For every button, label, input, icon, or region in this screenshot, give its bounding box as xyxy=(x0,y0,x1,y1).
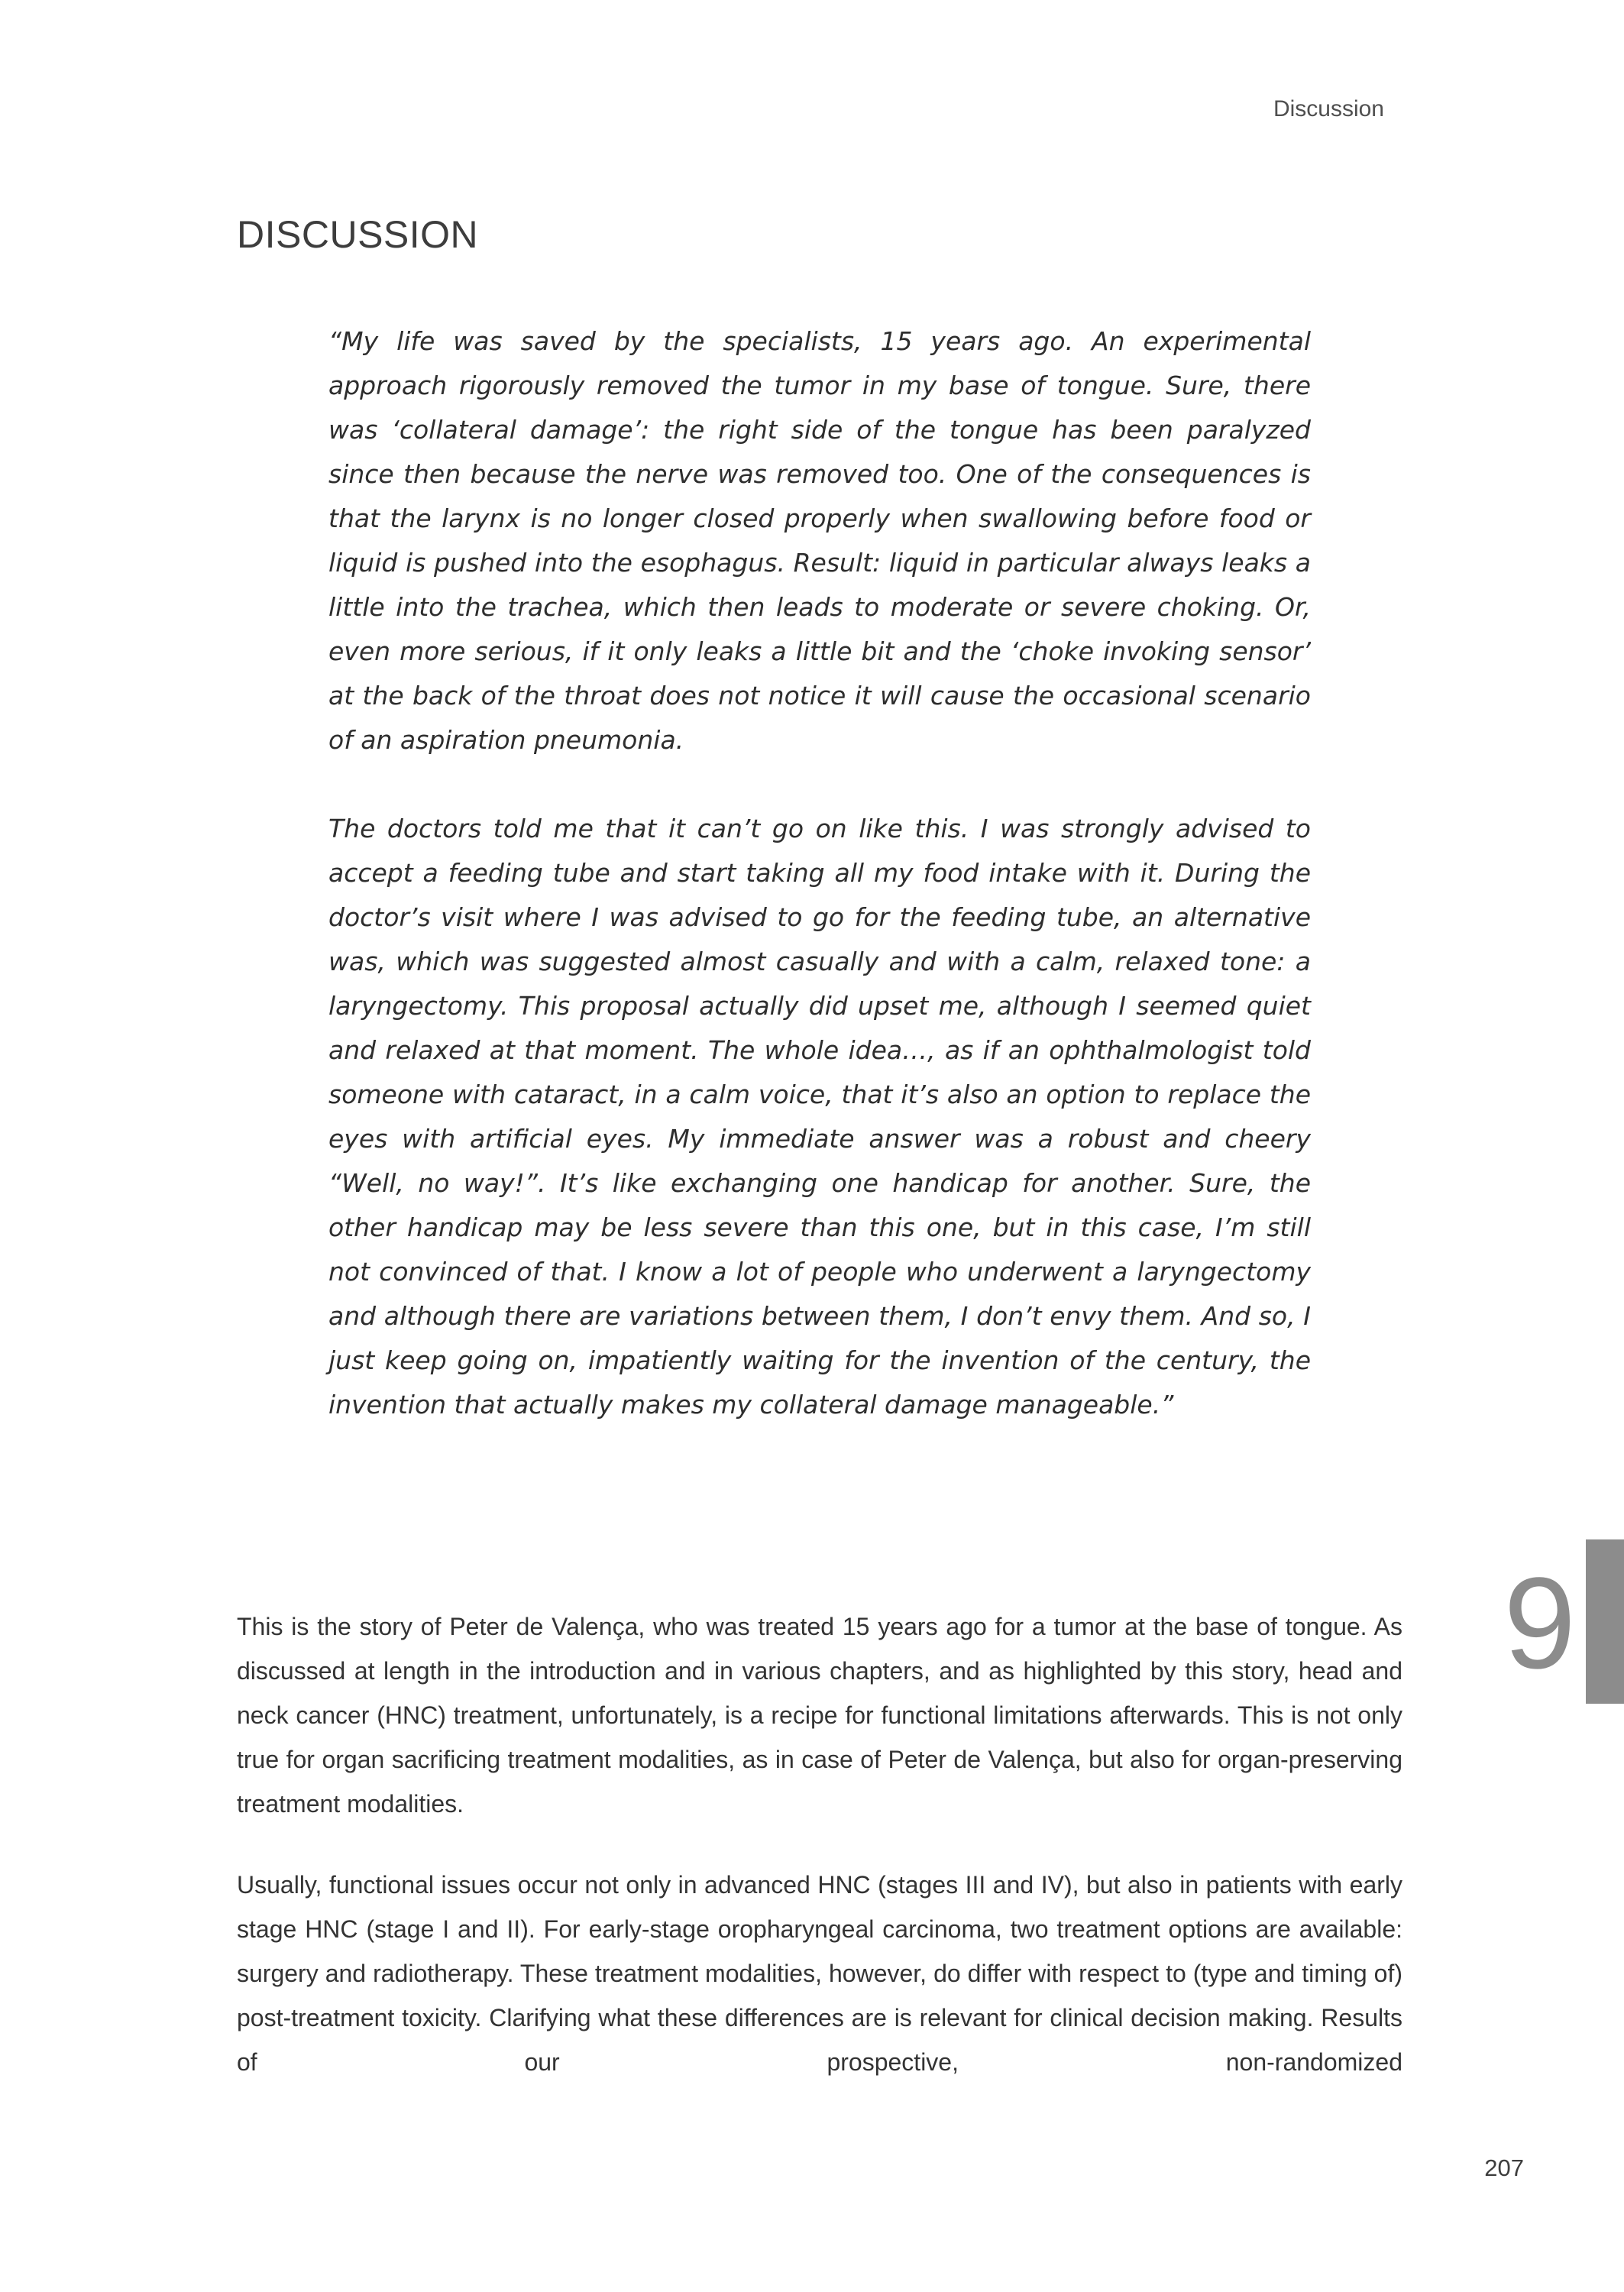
chapter-tab xyxy=(1586,1539,1624,1704)
patient-quote xyxy=(328,319,1311,1427)
body-text xyxy=(237,1604,1402,2121)
page-title: DISCUSSION xyxy=(237,213,479,256)
quote-paragraph-1: “My life was saved by the specialists, 15 years ago. An experimental approach rigorously removed the tumor in my base of tongue. Sure, there was ‘collateral damage’: the right side of the tongue has been paralyzed since then because the nerve was removed too. One of the consequences is that the larynx is no longer closed properly when swallowing before food or liquid is pushed into the esophagus. Result: liquid in particular always leaks a little into the trachea, which then leads to moderate or severe choking. Or, even more serious, if it only leaks a little bit and the ‘choke invoking sensor’ at the back of the throat does not notice it will cause the occasional scenario of an aspiration pneumonia. xyxy=(328,326,1311,755)
chapter-number: 9 xyxy=(1503,1551,1576,1696)
body-paragraph-1: This is the story of Peter de Valença, who was treated 15 years ago for a tumor at the base of tongue. As discussed at length in the introduction and in various chapters, and as highlighted by this story, head and neck cancer (HNC) treatment, unfortunately, is a recipe for functional limitations afterwards. This is not only true for organ sacrificing treatment modalities, as in case of Peter de Valença, but also for organ-preserving treatment modalities. xyxy=(237,1613,1402,1818)
page-number: 207 xyxy=(1484,2154,1524,2181)
running-header: Discussion xyxy=(1273,96,1384,121)
body-paragraph-2: Usually, functional issues occur not only in advanced HNC (stages III and IV), but also in patients with early stage HNC (stage I and II). For early-stage oropharyngeal carcinoma, two treatment options are available: surgery and radiotherapy. These treatment modalities, however, do differ with respect to (type and timing of) post-treatment toxicity. Clarifying what these differences are is relevant for clinical decision making. Results of our prospective, non-randomized xyxy=(237,1871,1402,2076)
quote-paragraph-2: The doctors told me that it can’t go on like this. I was strongly advised to accept a feeding tube and start taking all my food intake with it. During the doctor’s visit where I was advised to go for the feeding tube, an alternative was, which was suggested almost casually and with a calm, relaxed tone: a laryngectomy. This proposal actually did upset me, although I seemed quiet and relaxed at that moment. The whole idea…, as if an ophthalmologist told someone with cataract, in a calm voice, that it’s also an option to replace the eyes with artificial eyes. My immediate answer was a robust and cheery “Well, no way!”. It’s like exchanging one handicap for another. Sure, the other handicap may be less severe than this one, but in this case, I’m still not convinced of that. I know a lot of people who underwent a laryngectomy and although there are variations between them, I don’t envy them. And so, I just keep going on, impatiently waiting for the invention of the century, the invention that actually makes my collateral damage manageable.” xyxy=(328,814,1311,1420)
